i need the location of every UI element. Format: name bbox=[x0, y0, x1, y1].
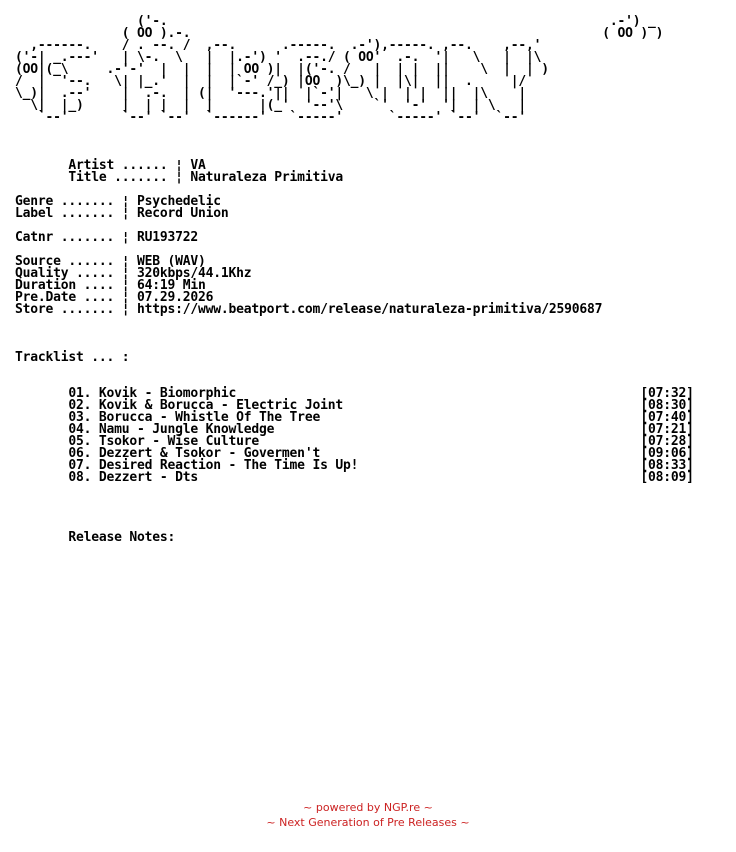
nfo-content: ('-. .-') _ ( OO ).-. ( OO ) ) ,------. / . --. / ,--. .-----. .-'),-----. ,--. ,--,' ('-| _.---' | \-. \ | |.-') ' .--./ ( OO' .-. '| \ | |\ (OO|(_\ .-'-' | | | | OO )| |('-. / | | | || \ | | ) / | '--. \| |_.' | | |`-' /_) |OO )\_) | |\| || . |/ \_)| .--' | .-. | (| '---.'|| |`-'| \ | | | || |\ | \| |_) | | | | | |(_' '--'\ `' '-' '| | \ | `--' `--' `--' `------' `-----' `-----' `--' `--' Artist ...... ¦ VA Title ....... ¦ Naturaleza Primitiva Genre ....... ¦ Psychedelic Label ....... ¦ Record Union Catnr ....... ¦ RU193722 Source ...... ¦ WEB (WAV) Quality ..... ¦ 320kbps/44.1Khz Duration .... ¦ 64:19 Min Pre.Date .... ¦ 07.29.2026 Store ....... ¦ https://www.beatport.com/release/naturaleza-primitiva/2590687 Tracklist ... : 01. Kovik - Biomorphic [07:32] 02. Kovik & Borucca - Electric Joint [08:30] 03. Borucca - Whistle Of The Tree [07:40] 04. Namu - Jungle Knowledge [07:21] 05. Tsokor - Wise Culture [07:28] 06. Dezzert & Tsokor - Govermen't [09:06] 07. Desired Reaction - The Time Is Up! [08:33] 08. Dezzert - Dts [08:09] Release Notes: bbox=[15, 14, 694, 545]
footer-powered-by: ~ powered by NGP.re ~ bbox=[303, 801, 433, 814]
footer-tagline: ~ Next Generation of Pre Releases ~ bbox=[266, 816, 470, 829]
